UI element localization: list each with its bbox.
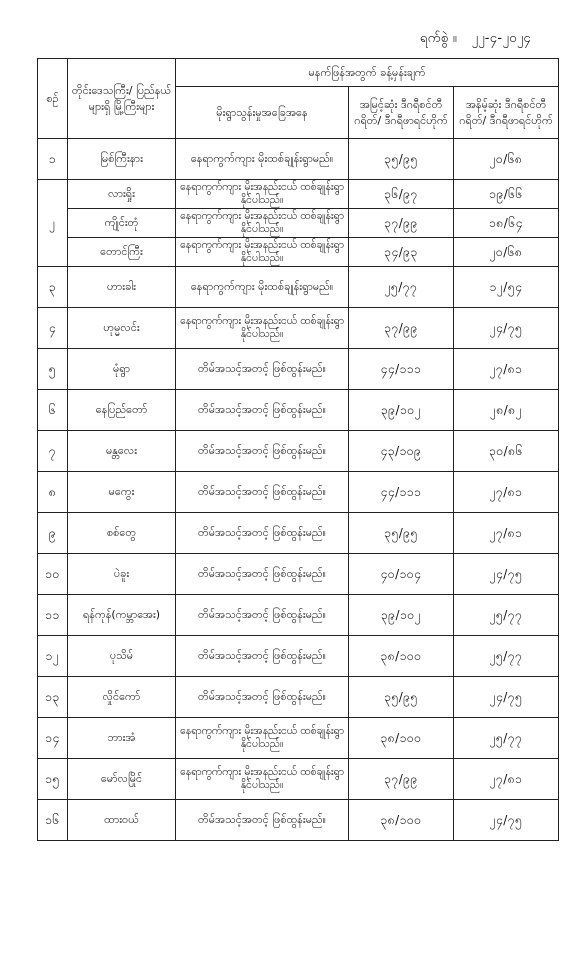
city-name: ဟုမ္မလင်း xyxy=(68,308,176,349)
row-number: ၂ xyxy=(38,180,68,267)
date-line xyxy=(420,30,531,49)
city-name: မုံရွာ xyxy=(68,349,176,390)
weather-condition: တိမ်အသင့်အတင့် ဖြစ်ထွန်းမည်။ xyxy=(176,595,349,636)
min-temperature: ၃၀/၈၆ xyxy=(454,431,559,472)
city-name: မော်လမြိုင် xyxy=(68,759,176,800)
min-temperature: ၂၇/၈၁ xyxy=(454,513,559,554)
row-number: ၇ xyxy=(38,431,68,472)
table-row xyxy=(38,431,559,472)
table-row xyxy=(38,677,559,718)
city-name: နေပြည်တော် xyxy=(68,390,176,431)
weather-condition: နေရာကွက်ကျား မိုးအနည်းငယ် ထစ်ချုန်းရွာနိုင်ပါသည်။ xyxy=(176,759,349,800)
col-header-min-temp: အနိမ့်ဆုံး ဒီဂရီစင်တီဂရိတ်/ ဒီဂရီဖာရင်ဟိုက် xyxy=(454,87,559,139)
city-name: ကျိုင်းတုံ xyxy=(68,209,176,238)
max-temperature: ၄၄/၁၁၁ xyxy=(349,349,454,390)
row-number: ၉ xyxy=(38,513,68,554)
max-temperature: ၃၆/၉၇ xyxy=(349,180,454,209)
city-name: ပဲခူး xyxy=(68,554,176,595)
table-row xyxy=(38,349,559,390)
col-header-forecast: မနက်ဖြန်အတွက် ခန့်မှန်းချက် xyxy=(176,59,559,87)
weather-condition: နေရာကွက်ကျား မိုးထစ်ချုန်းရွာမည်။ xyxy=(176,267,349,308)
table-row xyxy=(38,180,559,209)
forecast-table xyxy=(37,58,559,841)
row-number: ၁၂ xyxy=(38,636,68,677)
col-header-city: တိုင်းဒေသကြီး/ ပြည်နယ်များရှိ မြို့ကြီးများ xyxy=(68,59,176,139)
row-number: ၃ xyxy=(38,267,68,308)
min-temperature: ၂၀/၆၈ xyxy=(454,139,559,180)
min-temperature: ၂၅/၇၇ xyxy=(454,636,559,677)
min-temperature: ၂၇/၈၁ xyxy=(454,349,559,390)
row-number: ၁၀ xyxy=(38,554,68,595)
max-temperature: ၄၀/၁၀၄ xyxy=(349,554,454,595)
min-temperature: ၂၄/၇၅ xyxy=(454,308,559,349)
city-name: ထားဝယ် xyxy=(68,800,176,841)
city-name: စစ်တွေ xyxy=(68,513,176,554)
weather-condition: တိမ်အသင့်အတင့် ဖြစ်ထွန်းမည်။ xyxy=(176,431,349,472)
row-number: ၈ xyxy=(38,472,68,513)
city-name: ဟားခါး xyxy=(68,267,176,308)
table-row xyxy=(38,718,559,759)
city-name: ရန်ကုန်(ကမ္ဘာအေး) xyxy=(68,595,176,636)
row-number: ၅ xyxy=(38,349,68,390)
max-temperature: ၃၈/၁၀၀ xyxy=(349,636,454,677)
weather-condition: တိမ်အသင့်အတင့် ဖြစ်ထွန်းမည်။ xyxy=(176,472,349,513)
col-header-max-temp: အမြင့်ဆုံး ဒီဂရီစင်တီဂရိတ်/ ဒီဂရီဖာရင်ဟိုက် xyxy=(349,87,454,139)
max-temperature: ၂၅/၇၇ xyxy=(349,267,454,308)
max-temperature: ၃၅/၉၅ xyxy=(349,677,454,718)
weather-condition: တိမ်အသင့်အတင့် ဖြစ်ထွန်းမည်။ xyxy=(176,677,349,718)
max-temperature: ၃၅/၉၅ xyxy=(349,513,454,554)
table-row xyxy=(38,595,559,636)
max-temperature: ၃၄/၉၃ xyxy=(349,238,454,267)
table-row xyxy=(38,308,559,349)
row-number: ၆ xyxy=(38,390,68,431)
min-temperature: ၂၇/၈၁ xyxy=(454,759,559,800)
row-number: ၁၅ xyxy=(38,759,68,800)
col-header-no: စဉ် xyxy=(38,59,68,139)
row-number: ၁၄ xyxy=(38,718,68,759)
city-name: လားရှိုး xyxy=(68,180,176,209)
city-name: မြစ်ကြီးနား xyxy=(68,139,176,180)
city-name: တောင်ကြီး xyxy=(68,238,176,267)
max-temperature: ၃၈/၁၀၀ xyxy=(349,718,454,759)
min-temperature: ၂၄/၇၅ xyxy=(454,800,559,841)
weather-condition: တိမ်အသင့်အတင့် ဖြစ်ထွန်းမည်။ xyxy=(176,349,349,390)
table-row xyxy=(38,800,559,841)
city-name: မကွေး xyxy=(68,472,176,513)
weather-condition: နေရာကွက်ကျား မိုးအနည်းငယ် ထစ်ချုန်းရွာနိုင်ပါသည်။ xyxy=(176,718,349,759)
max-temperature: ၃၇/၉၉ xyxy=(349,308,454,349)
table-row xyxy=(38,513,559,554)
table-row xyxy=(38,209,559,238)
weather-condition: နေရာကွက်ကျား မိုးအနည်းငယ် ထစ်ချုန်းရွာနိုင်ပါသည်။ xyxy=(176,180,349,209)
weather-condition: တိမ်အသင့်အတင့် ဖြစ်ထွန်းမည်။ xyxy=(176,800,349,841)
min-temperature: ၂၄/၇၅ xyxy=(454,677,559,718)
min-temperature: ၂၅/၇၇ xyxy=(454,595,559,636)
max-temperature: ၃၅/၉၅ xyxy=(349,139,454,180)
col-header-condition: မိုးရွာသွန်းမှုအခြေအနေ xyxy=(176,87,349,139)
weather-condition: တိမ်အသင့်အတင့် ဖြစ်ထွန်းမည်။ xyxy=(176,554,349,595)
table-row xyxy=(38,238,559,267)
weather-condition: နေရာကွက်ကျား မိုးအနည်းငယ် ထစ်ချုန်းရွာနိုင်ပါသည်။ xyxy=(176,308,349,349)
max-temperature: ၄၃/၁၀၉ xyxy=(349,431,454,472)
table-row xyxy=(38,636,559,677)
city-name: မန္တလေး xyxy=(68,431,176,472)
min-temperature: ၂၅/၇၇ xyxy=(454,718,559,759)
table-row xyxy=(38,472,559,513)
min-temperature: ၂၈/၈၂ xyxy=(454,390,559,431)
weather-condition: နေရာကွက်ကျား မိုးထစ်ချုန်းရွာမည်။ xyxy=(176,139,349,180)
row-number: ၁၆ xyxy=(38,800,68,841)
table-row xyxy=(38,759,559,800)
max-temperature: ၃၉/၁၀၂ xyxy=(349,595,454,636)
weather-condition: တိမ်အသင့်အတင့် ဖြစ်ထွန်းမည်။ xyxy=(176,390,349,431)
min-temperature: ၁၂/၅၄ xyxy=(454,267,559,308)
row-number: ၁၃ xyxy=(38,677,68,718)
city-name: ဘားအံ xyxy=(68,718,176,759)
max-temperature: ၃၉/၁၀၂ xyxy=(349,390,454,431)
min-temperature: ၁၉/၆၆ xyxy=(454,180,559,209)
row-number: ၁၁ xyxy=(38,595,68,636)
max-temperature: ၃၇/၉၉ xyxy=(349,759,454,800)
table-row xyxy=(38,139,559,180)
weather-condition: နေရာကွက်ကျား မိုးအနည်းငယ် ထစ်ချုန်းရွာနိုင်ပါသည်။ xyxy=(176,209,349,238)
city-name: ပုသိမ် xyxy=(68,636,176,677)
table-row xyxy=(38,390,559,431)
table-row xyxy=(38,267,559,308)
row-number: ၁ xyxy=(38,139,68,180)
min-temperature: ၂၇/၈၁ xyxy=(454,472,559,513)
date-label: ရက်စွဲ ။ xyxy=(419,31,457,46)
min-temperature: ၂၀/၆၈ xyxy=(454,238,559,267)
weather-condition: တိမ်အသင့်အတင့် ဖြစ်ထွန်းမည်။ xyxy=(176,636,349,677)
city-name: လှိုင်ကော် xyxy=(68,677,176,718)
weather-condition: နေရာကွက်ကျား မိုးအနည်းငယ် ထစ်ချုန်းရွာနိုင်ပါသည်။ xyxy=(176,238,349,267)
max-temperature: ၃၇/၉၉ xyxy=(349,209,454,238)
weather-condition: တိမ်အသင့်အတင့် ဖြစ်ထွန်းမည်။ xyxy=(176,513,349,554)
table-row xyxy=(38,554,559,595)
min-temperature: ၁၈/၆၄ xyxy=(454,209,559,238)
max-temperature: ၃၈/၁၀၀ xyxy=(349,800,454,841)
date-value: ၂၂-၄-၂၀၂၄ xyxy=(471,31,531,46)
row-number: ၄ xyxy=(38,308,68,349)
min-temperature: ၂၄/၇၅ xyxy=(454,554,559,595)
max-temperature: ၄၄/၁၁၁ xyxy=(349,472,454,513)
